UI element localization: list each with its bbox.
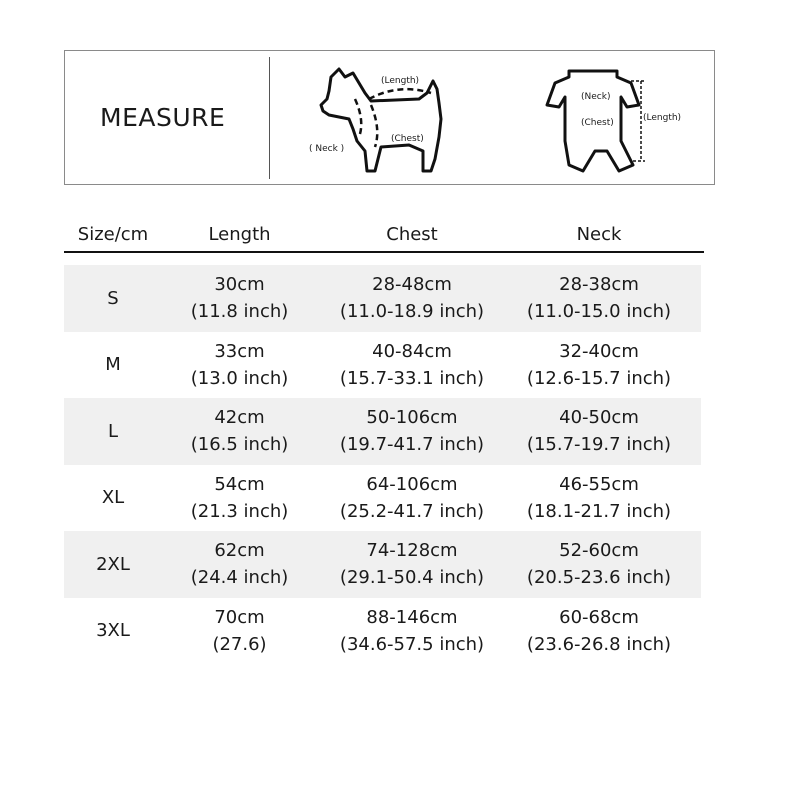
measure-panel (64, 50, 715, 185)
size-cell (64, 398, 162, 465)
length-cell (172, 598, 307, 665)
length-cm: 54cm (214, 473, 265, 495)
length-inch: (21.3 inch) (190, 500, 289, 522)
size-cell (64, 265, 162, 332)
measure-divider (269, 57, 270, 179)
chest-dash (371, 105, 377, 147)
chest-inch: (25.2-41.7 inch) (339, 500, 485, 522)
neck-cm: 60-68cm (559, 606, 639, 628)
chest-cell (327, 598, 497, 665)
neck-inch: (11.0-15.0 inch) (526, 301, 672, 323)
length-cell (172, 465, 307, 532)
length-inch: (24.4 inch) (190, 567, 289, 589)
size-value: 3XL (96, 620, 130, 642)
neck-inch: (20.5-23.6 inch) (526, 567, 672, 589)
chest-cm: 40-84cm (372, 340, 452, 362)
chest-cm: 50-106cm (366, 407, 458, 429)
neck-cell (514, 465, 684, 532)
chest-cm: 64-106cm (366, 473, 458, 495)
size-cell (64, 598, 162, 665)
size-value: S (107, 287, 119, 309)
size-table-header (64, 222, 704, 252)
table-row (64, 398, 701, 465)
neck-cell (514, 598, 684, 665)
neck-cm: 28-38cm (559, 274, 639, 296)
length-cm: 62cm (214, 540, 265, 562)
header-neck: Neck (576, 224, 622, 245)
neck-cell (514, 332, 684, 399)
length-inch: (13.0 inch) (190, 367, 289, 389)
table-row (64, 598, 701, 665)
size-table-body (64, 265, 701, 664)
length-cm: 33cm (214, 340, 265, 362)
neck-dash (355, 99, 361, 137)
length-cm: 30cm (214, 274, 265, 296)
chest-inch: (15.7-33.1 inch) (339, 367, 485, 389)
chest-cell (327, 332, 497, 399)
table-row (64, 531, 701, 598)
size-value: 2XL (96, 553, 130, 575)
length-cell (172, 332, 307, 399)
chest-inch: (19.7-41.7 inch) (339, 434, 485, 456)
dog-chest-label: (Chest) (391, 134, 424, 144)
neck-inch: (12.6-15.7 inch) (526, 367, 672, 389)
dog-neck-label: ( Neck ) (309, 144, 345, 154)
neck-cell (514, 531, 684, 598)
dog-measure-illustration (309, 59, 479, 179)
size-cell (64, 465, 162, 532)
length-inch: (27.6) (212, 633, 267, 655)
header-size: Size/cm (77, 224, 149, 245)
table-row (64, 332, 701, 399)
size-value: XL (101, 487, 125, 509)
length-cell (172, 531, 307, 598)
length-inch: (11.8 inch) (190, 301, 289, 323)
header-length: Length (208, 224, 271, 245)
length-cell (172, 398, 307, 465)
neck-cell (514, 398, 684, 465)
shirt-chest-label: (Chest) (581, 118, 614, 128)
chest-cm: 88-146cm (366, 606, 458, 628)
shirt-measure-illustration (535, 63, 695, 178)
chest-cell (327, 465, 497, 532)
header-rule (64, 251, 704, 253)
neck-cell (514, 265, 684, 332)
length-cell (172, 265, 307, 332)
neck-cm: 40-50cm (559, 407, 639, 429)
chest-cell (327, 531, 497, 598)
table-row (64, 265, 701, 332)
length-cm: 42cm (214, 407, 265, 429)
chest-inch: (34.6-57.5 inch) (339, 633, 485, 655)
size-cell (64, 531, 162, 598)
neck-cm: 32-40cm (559, 340, 639, 362)
chest-inch: (29.1-50.4 inch) (339, 567, 485, 589)
chest-cell (327, 265, 497, 332)
neck-inch: (15.7-19.7 inch) (526, 434, 672, 456)
header-chest: Chest (386, 224, 438, 245)
neck-inch: (18.1-21.7 inch) (526, 500, 672, 522)
neck-inch: (23.6-26.8 inch) (526, 633, 672, 655)
size-cell (64, 332, 162, 399)
dog-length-label: (Length) (381, 76, 420, 86)
chest-cm: 28-48cm (372, 274, 452, 296)
size-value: M (105, 354, 121, 376)
chest-inch: (11.0-18.9 inch) (339, 301, 485, 323)
table-row (64, 465, 701, 532)
chest-cell (327, 398, 497, 465)
neck-cm: 46-55cm (559, 473, 639, 495)
chest-cm: 74-128cm (366, 540, 458, 562)
measure-title: MEASURE (100, 103, 226, 132)
neck-cm: 52-60cm (559, 540, 639, 562)
length-cm: 70cm (214, 606, 265, 628)
shirt-length-label: (Length) (643, 113, 682, 123)
length-inch: (16.5 inch) (190, 434, 289, 456)
shirt-neck-label: (Neck) (581, 92, 611, 102)
size-value: L (107, 420, 119, 442)
